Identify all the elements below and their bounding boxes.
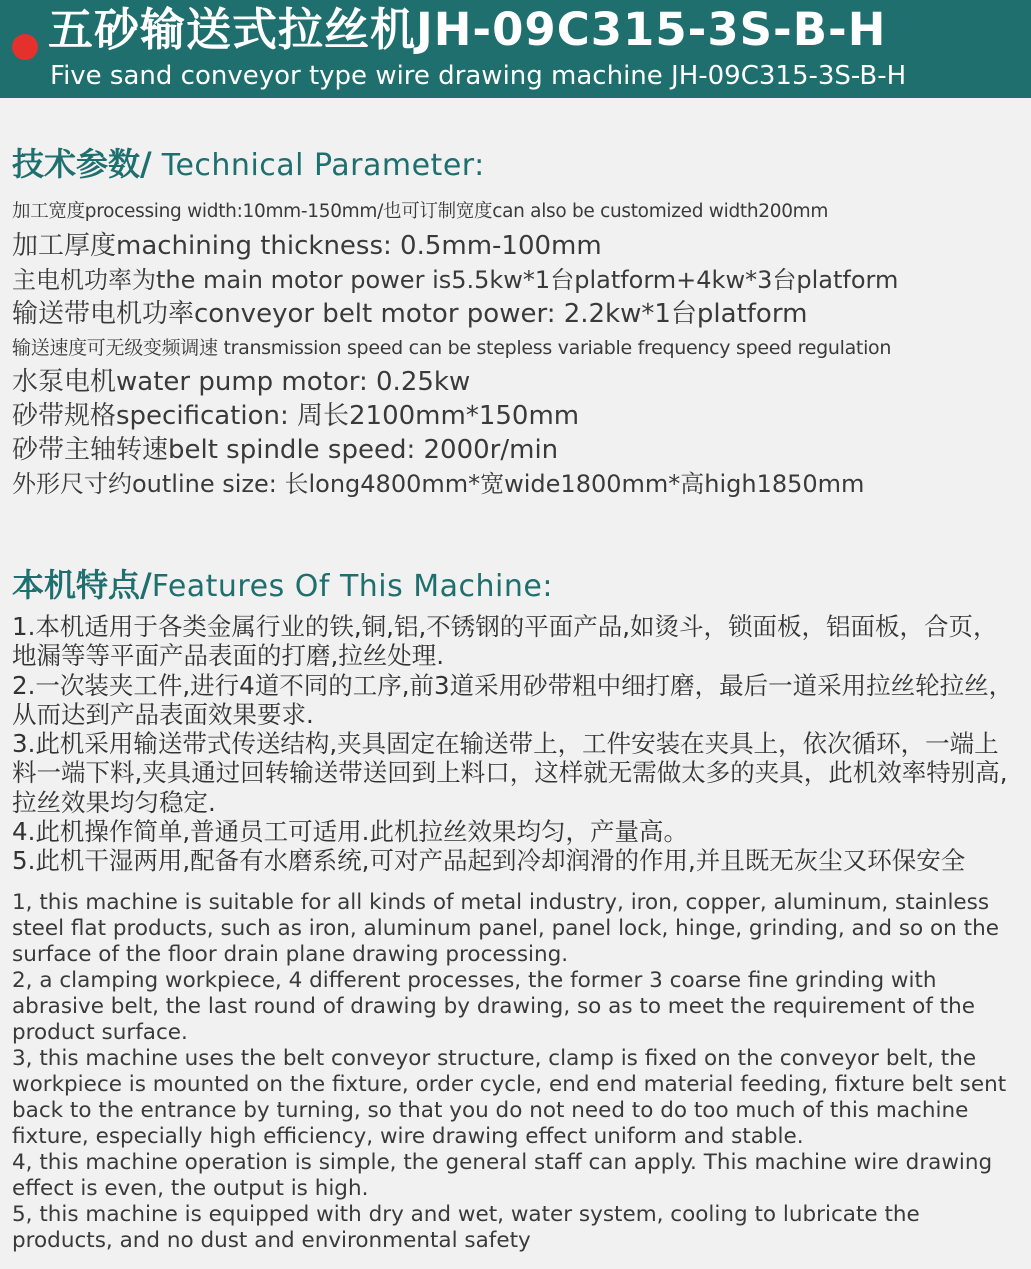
title-en: Five sand conveyor type wire drawing machine JH-09C315-3S-B-H bbox=[50, 61, 907, 91]
technical-parameter-heading bbox=[12, 142, 485, 188]
red-dot-icon bbox=[12, 34, 38, 60]
param-specification: 砂带规格specification: 周长2100mm*150mm bbox=[12, 401, 580, 431]
feature-cn-item: 4.此机操作简单,普通员工可适用.此机拉丝效果均匀，产量高。 bbox=[12, 817, 688, 847]
feature-cn-item: 1.本机适用于各类金属行业的铁,铜,铝,不锈钢的平面产品,如烫斗，锁面板，铝面板，合页，地漏等等平面产品表面的打磨,拉丝处理. bbox=[12, 612, 998, 671]
param-spindle-speed: 砂带主轴转速belt spindle speed: 2000r/min bbox=[12, 435, 559, 465]
features-cn-list bbox=[12, 612, 1022, 876]
technical-heading-en: Technical Parameter: bbox=[151, 148, 485, 183]
technical-parameter-list bbox=[12, 195, 1027, 501]
feature-en-item: 1, this machine is suitable for all kinds of metal industry, iron, copper, aluminum, stainless steel flat products, such as iron, aluminum panel, panel lock, hinge, grinding, and so on the surface of the floor drain plane drawing processing. bbox=[12, 890, 999, 967]
param-main-motor: 主电机功率为the main motor power is5.5kw*1台platform+4kw*3台platform bbox=[12, 266, 899, 294]
feature-en-item: 2, a clamping workpiece, 4 different processes, the former 3 coarse fine grinding with abrasive belt, the last round of drawing by drawing, so as to meet the requirement of the product surface. bbox=[12, 968, 975, 1045]
features-en-list bbox=[12, 890, 1024, 1254]
feature-en-item: 4, this machine operation is simple, the general staff can apply. This machine wire drawing effect is even, the output is high. bbox=[12, 1150, 993, 1201]
param-pump-motor: 水泵电机water pump motor: 0.25kw bbox=[12, 367, 471, 397]
features-heading bbox=[12, 563, 553, 609]
param-conveyor-motor: 输送带电机功率conveyor belt motor power: 2.2kw*1台platform bbox=[12, 299, 808, 329]
param-transmission-speed: 输送速度可无级变频调速 transmission speed can be stepless variable frequency speed regulation bbox=[12, 337, 892, 359]
title-cn: 五砂输送式拉丝机JH-09C315-3S-B-H bbox=[48, 3, 887, 56]
feature-en-item: 3, this machine uses the belt conveyor structure, clamp is fixed on the conveyor belt, the workpiece is mounted on the fixture, order cycle, end end material feeding, fixture belt sent back to the entrance by turning, so that you do not need to do too much of this machine fixture, especially high efficiency, wire drawing effect uniform and stable. bbox=[12, 1046, 1007, 1149]
features-heading-cn: 本机特点/ bbox=[12, 566, 152, 604]
param-processing-width: 加工宽度processing width:10mm-150mm/也可订制宽度can also be customized width200mm bbox=[12, 201, 829, 222]
header-banner bbox=[0, 0, 1031, 98]
technical-heading-cn: 技术参数/ bbox=[12, 145, 152, 183]
feature-cn-item: 5.此机干湿两用,配备有水磨系统,可对产品起到冷却润滑的作用,并且既无灰尘又环保安全 bbox=[12, 846, 966, 876]
feature-cn-item: 3.此机采用输送带式传送结构,夹具固定在输送带上，工件安装在夹具上，依次循环，一端上料一端下料,夹具通过回转输送带送回到上料口，这样就无需做太多的夹具，此机效率特别高,拉丝效果均匀稳定. bbox=[12, 729, 1008, 817]
feature-en-item: 5, this machine is equipped with dry and wet, water system, cooling to lubricate the products, and no dust and environmental safety bbox=[12, 1202, 920, 1253]
param-thickness: 加工厚度machining thickness: 0.5mm-100mm bbox=[12, 231, 602, 261]
param-outline-size: 外形尺寸约outline size: 长long4800mm*宽wide1800mm*高high1850mm bbox=[12, 470, 865, 498]
feature-cn-item: 2.一次装夹工件,进行4道不同的工序,前3道采用砂带粗中细打磨，最后一道采用拉丝轮拉丝，从而达到产品表面效果要求. bbox=[12, 670, 1014, 729]
features-heading-en: Features Of This Machine: bbox=[151, 569, 553, 604]
